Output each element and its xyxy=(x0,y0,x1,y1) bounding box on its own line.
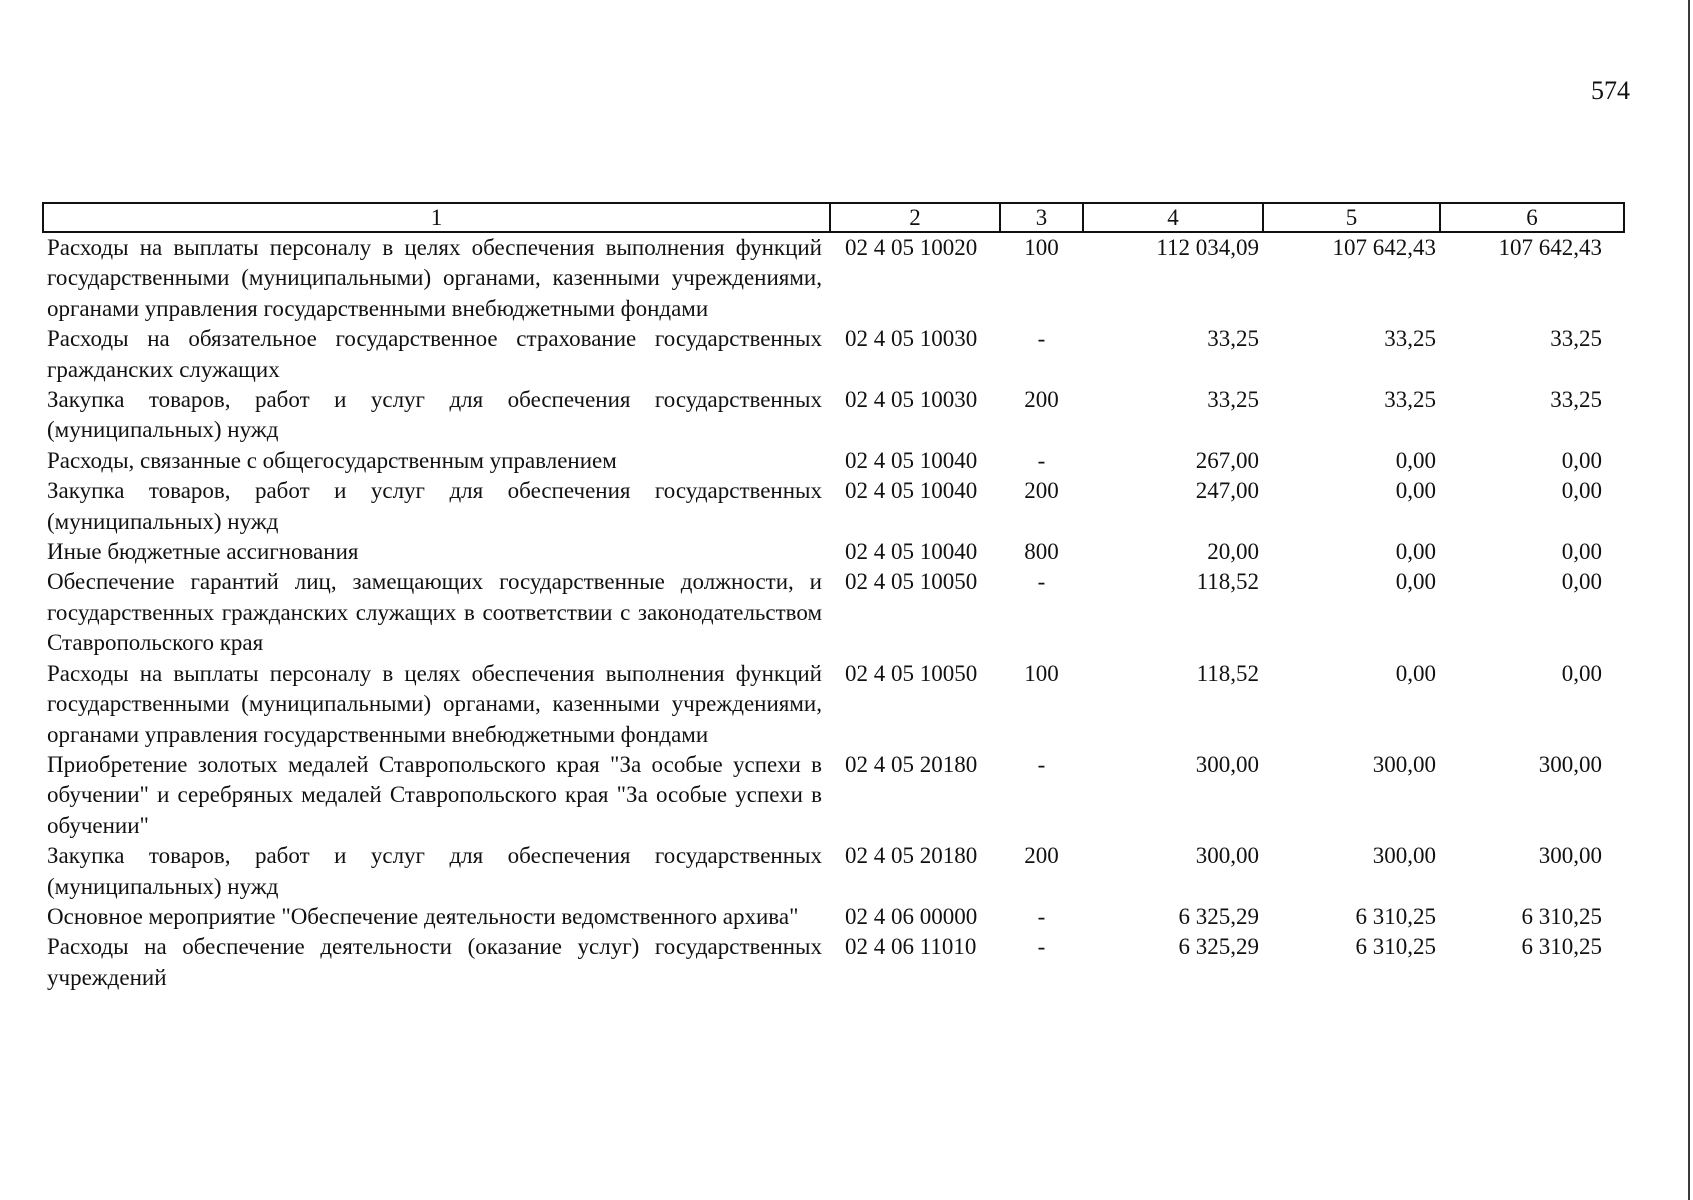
row-amount-col4: 300,00 xyxy=(1195,843,1259,869)
row-expense-type: 100 xyxy=(1024,235,1059,260)
row-amount-col5: 0,00 xyxy=(1395,478,1436,504)
row-target-article-code: 02 4 05 10030 xyxy=(845,387,978,413)
table-row xyxy=(43,659,1624,750)
row-amount-col4: 6 325,29 xyxy=(1178,903,1259,929)
row-target-article-code: 02 4 05 10040 xyxy=(845,539,978,565)
row-amount-col4: 33,25 xyxy=(1207,326,1259,352)
column-header-5: 5 xyxy=(1263,203,1440,232)
row-amount-col5: 0,00 xyxy=(1395,447,1436,473)
column-header-2: 2 xyxy=(830,203,1000,232)
row-expense-type: 200 xyxy=(1024,478,1059,504)
table-body xyxy=(43,232,1624,993)
table-row xyxy=(43,750,1624,841)
header-row xyxy=(43,203,1624,232)
row-name: Расходы на обеспечение деятельности (оказание услуг) государственных учреждений xyxy=(47,934,822,990)
row-amount-col5: 0,00 xyxy=(1395,539,1436,565)
row-amount-col6: 0,00 xyxy=(1561,539,1602,565)
row-name: Иные бюджетные ассигнования xyxy=(47,539,359,565)
row-amount-col6: 0,00 xyxy=(1561,569,1602,595)
row-amount-col5: 300,00 xyxy=(1372,843,1436,869)
row-name: Расходы, связанные с общегосударственным управлением xyxy=(47,447,617,473)
row-amount-col6: 107 642,43 xyxy=(1498,235,1602,260)
row-name: Расходы на выплаты персоналу в целях обеспечения выполнения функций государственными (муниципальными) органами, казенными учреждениями, органами управления государственными внебюджетными фондами xyxy=(47,660,822,747)
row-amount-col5: 107 642,43 xyxy=(1332,235,1436,260)
row-amount-col6: 0,00 xyxy=(1561,660,1602,686)
row-amount-col6: 6 310,25 xyxy=(1521,903,1602,929)
row-amount-col4: 6 325,29 xyxy=(1178,934,1259,960)
row-target-article-code: 02 4 06 00000 xyxy=(845,903,978,929)
page-edge-line xyxy=(1688,0,1690,1200)
row-target-article-code: 02 4 05 10020 xyxy=(845,235,978,260)
row-target-article-code: 02 4 05 20180 xyxy=(845,843,978,869)
row-amount-col5: 33,25 xyxy=(1384,387,1436,413)
row-name: Закупка товаров, работ и услуг для обеспечения государственных (муниципальных) нужд xyxy=(47,843,822,899)
row-expense-type: - xyxy=(1037,569,1046,595)
row-amount-col5: 6 310,25 xyxy=(1355,934,1436,960)
row-target-article-code: 02 4 06 11010 xyxy=(845,934,977,960)
row-expense-type: 200 xyxy=(1024,843,1059,869)
column-header-3: 3 xyxy=(1000,203,1083,232)
table-row xyxy=(43,567,1624,658)
row-amount-col5: 33,25 xyxy=(1384,326,1436,352)
row-target-article-code: 02 4 05 10040 xyxy=(845,478,978,504)
row-name: Расходы на обязательное государственное страхование государственных гражданских служащих xyxy=(47,326,822,382)
table-row xyxy=(43,537,1624,567)
row-amount-col5: 0,00 xyxy=(1395,569,1436,595)
row-amount-col4: 300,00 xyxy=(1195,751,1259,777)
table-row xyxy=(43,385,1624,446)
row-target-article-code: 02 4 05 10030 xyxy=(845,326,978,352)
row-name: Приобретение золотых медалей Ставропольского края "За особые успехи в обучении" и серебряных медалей Ставропольского края "За особые успехи в обучении" xyxy=(47,751,822,838)
row-amount-col4: 33,25 xyxy=(1207,387,1259,413)
row-expense-type: - xyxy=(1037,326,1046,352)
row-expense-type: 100 xyxy=(1024,660,1059,686)
budget-table xyxy=(42,202,1625,993)
row-amount-col4: 267,00 xyxy=(1195,447,1259,473)
row-amount-col6: 33,25 xyxy=(1550,326,1602,352)
table-header xyxy=(43,203,1624,232)
row-expense-type: - xyxy=(1037,447,1046,473)
row-amount-col6: 33,25 xyxy=(1550,387,1602,413)
row-target-article-code: 02 4 05 20180 xyxy=(845,751,978,777)
row-target-article-code: 02 4 05 10040 xyxy=(845,447,978,473)
row-amount-col5: 0,00 xyxy=(1395,660,1436,686)
row-expense-type: - xyxy=(1037,751,1046,777)
row-amount-col4: 118,52 xyxy=(1196,569,1259,595)
table-row xyxy=(43,232,1624,324)
column-header-1: 1 xyxy=(43,203,830,232)
table-row xyxy=(43,841,1624,902)
row-name: Закупка товаров, работ и услуг для обеспечения государственных (муниципальных) нужд xyxy=(47,478,822,534)
row-name: Обеспечение гарантий лиц, замещающих государственные должности, и государственных гражданских служащих в соответствии с законодательством Ставропольского края xyxy=(47,569,822,656)
row-amount-col6: 300,00 xyxy=(1538,843,1602,869)
row-name: Закупка товаров, работ и услуг для обеспечения государственных (муниципальных) нужд xyxy=(47,387,822,443)
row-target-article-code: 02 4 05 10050 xyxy=(845,569,978,595)
row-amount-col4: 118,52 xyxy=(1196,660,1259,686)
row-name: Основное мероприятие "Обеспечение деятельности ведомственного архива" xyxy=(47,903,799,929)
row-amount-col4: 247,00 xyxy=(1195,478,1259,504)
table-row xyxy=(43,932,1624,993)
column-header-4: 4 xyxy=(1083,203,1263,232)
column-header-6: 6 xyxy=(1440,203,1624,232)
row-target-article-code: 02 4 05 10050 xyxy=(845,660,978,686)
row-amount-col4: 112 034,09 xyxy=(1156,235,1259,260)
row-name: Расходы на выплаты персоналу в целях обеспечения выполнения функций государственными (муниципальными) органами, казенными учреждениями, органами управления государственными внебюджетными фондами xyxy=(47,235,822,321)
row-expense-type: 200 xyxy=(1024,387,1059,413)
row-expense-type: 800 xyxy=(1024,539,1059,565)
table-row xyxy=(43,446,1624,476)
row-amount-col6: 0,00 xyxy=(1561,447,1602,473)
row-amount-col5: 6 310,25 xyxy=(1355,903,1436,929)
table-row xyxy=(43,902,1624,932)
row-amount-col6: 0,00 xyxy=(1561,478,1602,504)
row-expense-type: - xyxy=(1037,934,1046,960)
page-number: 574 xyxy=(1591,76,1630,105)
row-amount-col4: 20,00 xyxy=(1207,539,1259,565)
row-amount-col6: 6 310,25 xyxy=(1521,934,1602,960)
row-amount-col6: 300,00 xyxy=(1538,751,1602,777)
table-row xyxy=(43,476,1624,537)
row-amount-col5: 300,00 xyxy=(1372,751,1436,777)
table-row xyxy=(43,324,1624,385)
row-expense-type: - xyxy=(1037,903,1046,929)
